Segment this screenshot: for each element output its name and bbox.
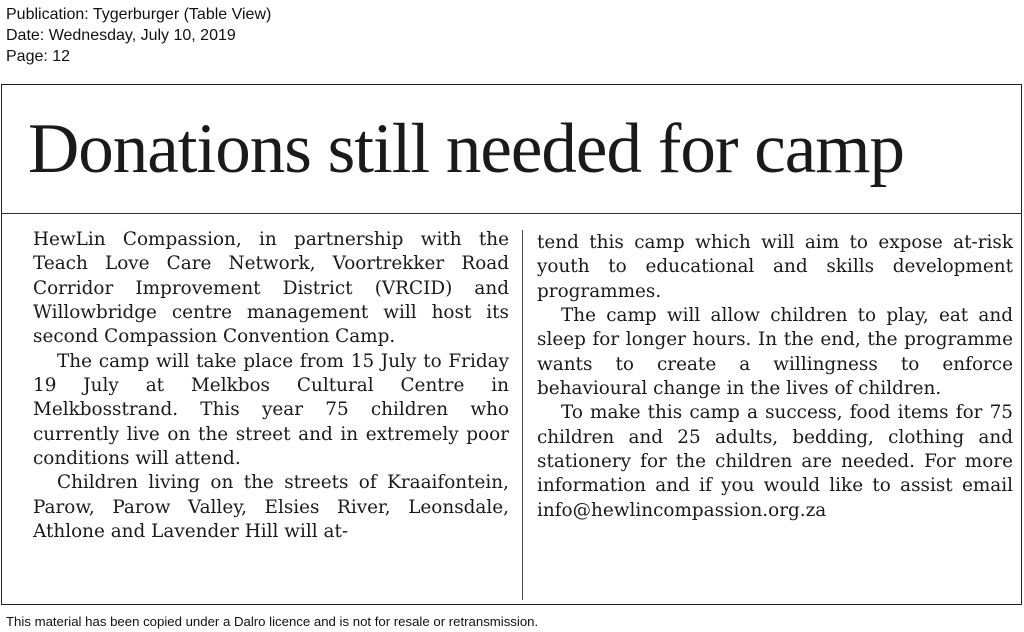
article-column-right xyxy=(537,231,1013,523)
publication-date: Date: Wednesday, July 10, 2019 xyxy=(6,27,236,44)
page-number: Page: 12 xyxy=(6,48,71,65)
publication-name: Publication: Tygerburger (Table View) xyxy=(6,6,272,23)
paragraph: tend this camp which will aim to expose at-risk youth to educational and skills development programmes. xyxy=(537,232,1013,302)
paragraph: The camp will allow children to play, eat and sleep for longer hours. In the end, the programme wants to create a willingness to enforce behavioural change in the lives of children. xyxy=(537,305,1013,400)
article-column-left xyxy=(33,228,509,544)
headline-divider xyxy=(1,213,1022,214)
paragraph: The camp will take place from 15 July to Friday 19 July at Melkbos Cultural Centre in Melkbosstrand. This year 75 children who currently live on the street and in extremely poor conditions will attend. xyxy=(33,350,509,470)
paragraph: To make this camp a success, food items for 75 children and 25 adults, bedding, clothing and stationery for the children are needed. For more information and if you would like to assist email info@hewlincompassion.org.za xyxy=(537,402,1013,521)
column-divider xyxy=(522,230,523,600)
paragraph: Children living on the streets of Kraaifontein, Parow, Parow Valley, Elsies River, Leonsdale, Athlone and Lavender Hill will at- xyxy=(33,472,509,543)
paragraph: HewLin Compassion, in partnership with the Teach Love Care Network, Voortrekker Road Corridor Improvement District (VRCID) and Willowbridge centre management will host its second Compassion Convention Camp. xyxy=(33,229,509,348)
publication-metadata xyxy=(6,4,271,67)
article-headline: Donations still needed for camp xyxy=(28,110,904,188)
licence-notice: This material has been copied under a Dalro licence and is not for resale or retransmission. xyxy=(6,614,539,629)
